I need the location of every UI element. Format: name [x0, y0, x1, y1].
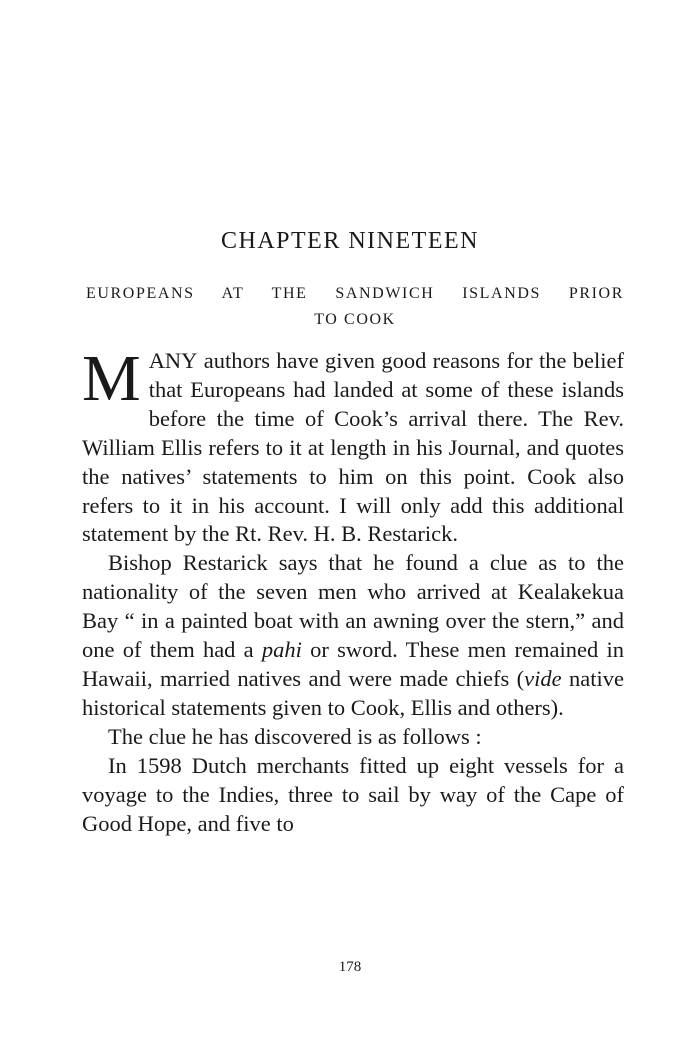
paragraph-4: In 1598 Dutch merchants fitted up eight vessels for a voyage to the Indies, three to sail by way of the Cape of Good Hope, and five to	[82, 752, 624, 836]
chapter-title: CHAPTER NINETEEN	[221, 228, 479, 254]
paragraph-2-text-c: native historical statements given to Cook, Ellis and others).	[82, 665, 624, 720]
chapter-subtitle-line-2: TO COOK	[314, 311, 396, 328]
paragraph-2-text-b: or sword. These men remained in Hawaii, married natives and were made chiefs (	[82, 637, 624, 691]
paragraph-1-lead: ANY	[148, 348, 198, 373]
paragraph-1	[82, 342, 624, 549]
paragraph-1-text: authors have given good reasons for the belief that Europeans had landed at some of these islands before the time of Cook’s arrival there. The Rev. William Ellis refers to it at length in his Journal, and quotes the natives’ statements to him on this point. Cook also refers to it in his account. I will only add this additional statement by the Rt. Rev. H. B. Restarick.	[82, 348, 624, 547]
chapter-subtitle	[86, 281, 624, 333]
drop-cap: M	[82, 342, 141, 415]
paragraph-2-pahi: pahi	[261, 637, 302, 663]
chapter-subtitle-line-1: EUROPEANS AT THE SANDWICH ISLANDS PRIOR	[86, 285, 624, 302]
body-text	[82, 342, 624, 838]
paragraph-3: The clue he has discovered is as follows :	[108, 723, 482, 749]
page-number: 178	[338, 959, 362, 975]
paragraph-2	[82, 549, 624, 722]
paragraph-2-text-a: Bishop Restarick says that he found a clue as to the nationality of the seven men who arrived at Kealakekua Bay “ in a painted boat with an awning over the stern,” and one of them had a	[82, 550, 624, 663]
paragraph-2-vide: vide	[524, 665, 562, 691]
